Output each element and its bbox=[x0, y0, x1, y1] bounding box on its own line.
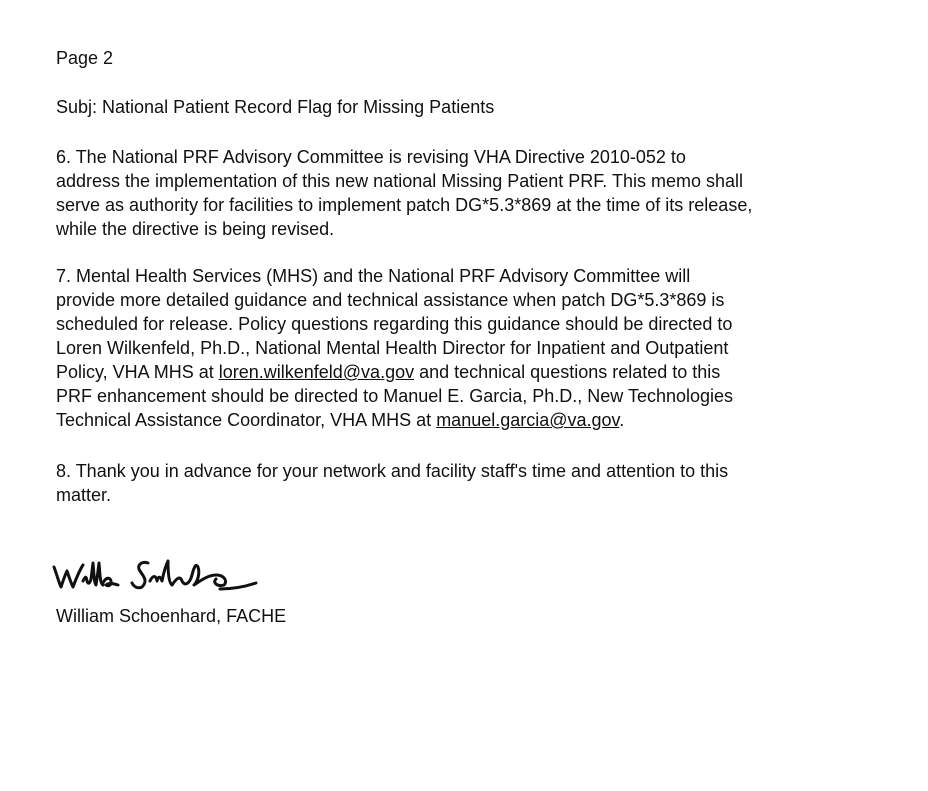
paragraph-line bbox=[56, 360, 876, 384]
line-text: Technical Assistance Coordinator, VHA MHS at bbox=[56, 410, 437, 430]
handwritten-signature-icon bbox=[52, 553, 262, 597]
paragraph-line: 6. The National PRF Advisory Committee is revising VHA Directive 2010-052 to bbox=[56, 147, 686, 167]
paragraph-line: PRF enhancement should be directed to Manuel E. Garcia, Ph.D., New Technologies bbox=[56, 386, 734, 406]
paragraph-line bbox=[56, 408, 876, 432]
paragraph-8 bbox=[56, 459, 876, 507]
paragraph-line: address the implementation of this new national Missing Patient PRF. This memo shall bbox=[56, 171, 743, 191]
paragraph-6 bbox=[56, 145, 876, 241]
paragraph-line: scheduled for release. Policy questions regarding this guidance should be directed to bbox=[56, 314, 733, 334]
paragraph-line: Loren Wilkenfeld, Ph.D., National Mental Health Director for Inpatient and Outpatient bbox=[56, 338, 729, 358]
paragraph-line: matter. bbox=[56, 485, 112, 505]
signer-name: William Schoenhard, FACHE bbox=[56, 606, 287, 626]
paragraph-line: 7. Mental Health Services (MHS) and the National PRF Advisory Committee will bbox=[56, 266, 691, 286]
line-text: . bbox=[619, 410, 625, 430]
page-number: Page 2 bbox=[56, 48, 114, 68]
email-link-garcia[interactable]: manuel.garcia@va.gov bbox=[436, 410, 620, 430]
paragraph-line: 8. Thank you in advance for your network and facility staff's time and attention to this bbox=[56, 461, 729, 481]
subject-line: Subj: National Patient Record Flag for Missing Patients bbox=[56, 97, 495, 117]
line-text: and technical questions related to this bbox=[414, 362, 721, 382]
email-link-wilkenfeld[interactable]: loren.wilkenfeld@va.gov bbox=[218, 362, 415, 382]
paragraph-7 bbox=[56, 264, 876, 432]
line-text: Policy, VHA MHS at bbox=[56, 362, 219, 382]
paragraph-line: while the directive is being revised. bbox=[56, 219, 335, 239]
paragraph-line: provide more detailed guidance and technical assistance when patch DG*5.3*869 is bbox=[56, 290, 725, 310]
paragraph-line: serve as authority for facilities to implement patch DG*5.3*869 at the time of its release, bbox=[56, 195, 753, 215]
